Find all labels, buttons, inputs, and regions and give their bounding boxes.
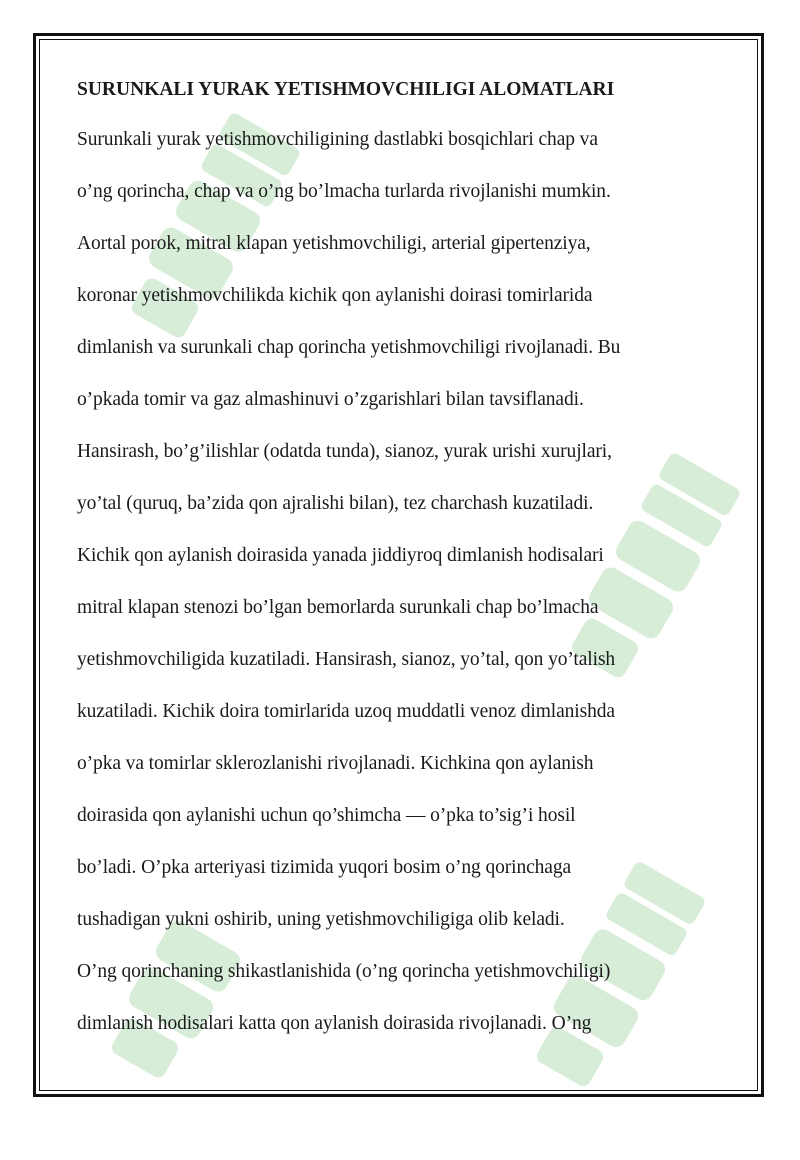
text-line: doirasida qon aylanishi uchun qo’shimcha — o’pka to’sig’i hosil <box>77 805 576 826</box>
text-line: o’ng qorincha, chap va o’ng bo’lmacha turlarda rivojlanishi mumkin. <box>77 181 611 202</box>
text-line: o’pka va tomirlar sklerozlanishi rivojlanadi. Kichkina qon aylanish <box>77 753 594 774</box>
text-line: tushadigan yukni oshirib, uning yetishmovchiligiga olib keladi. <box>77 909 565 930</box>
document-title: SURUNKALI YURAK YETISHMOVCHILIGI ALOMATLARI <box>77 79 615 100</box>
text-line: koronar yetishmovchilikda kichik qon aylanishi doirasi tomirlarida <box>77 285 593 306</box>
text-line: dimlanish va surunkali chap qorincha yetishmovchiligi rivojlanadi. Bu <box>77 337 621 358</box>
text-line: Surunkali yurak yetishmovchiligining dastlabki bosqichlari chap va <box>77 129 598 150</box>
text-line: Aortal porok, mitral klapan yetishmovchiligi, arterial gipertenziya, <box>77 233 591 254</box>
text-line: O’ng qorinchaning shikastlanishida (o’ng qorincha yetishmovchiligi) <box>77 961 611 982</box>
text-line: Kichik qon aylanish doirasida yanada jiddiyroq dimlanish hodisalari <box>77 545 604 566</box>
document-body <box>77 74 727 1050</box>
text-line: o’pkada tomir va gaz almashinuvi o’zgarishlari bilan tavsiflanadi. <box>77 389 584 410</box>
text-line: bo’ladi. O’pka arteriyasi tizimida yuqori bosim o’ng qorinchaga <box>77 857 572 878</box>
text-line: mitral klapan stenozi bo’lgan bemorlarda surunkali chap bo’lmacha <box>77 597 599 618</box>
text-line: yo’tal (quruq, ba’zida qon ajralishi bilan), tez charchash kuzatiladi. <box>77 493 594 514</box>
document-text <box>77 114 727 1050</box>
text-line: kuzatiladi. Kichik doira tomirlarida uzoq muddatli venoz dimlanishda <box>77 701 615 722</box>
text-line: yetishmovchiligida kuzatiladi. Hansirash, sianoz, yo’tal, qon yo’talish <box>77 649 616 670</box>
text-line: dimlanish hodisalari katta qon aylanish doirasida rivojlanadi. O’ng <box>77 1013 592 1034</box>
text-line: Hansirash, bo’g’ilishlar (odatda tunda), sianoz, yurak urishi xurujlari, <box>77 441 612 462</box>
